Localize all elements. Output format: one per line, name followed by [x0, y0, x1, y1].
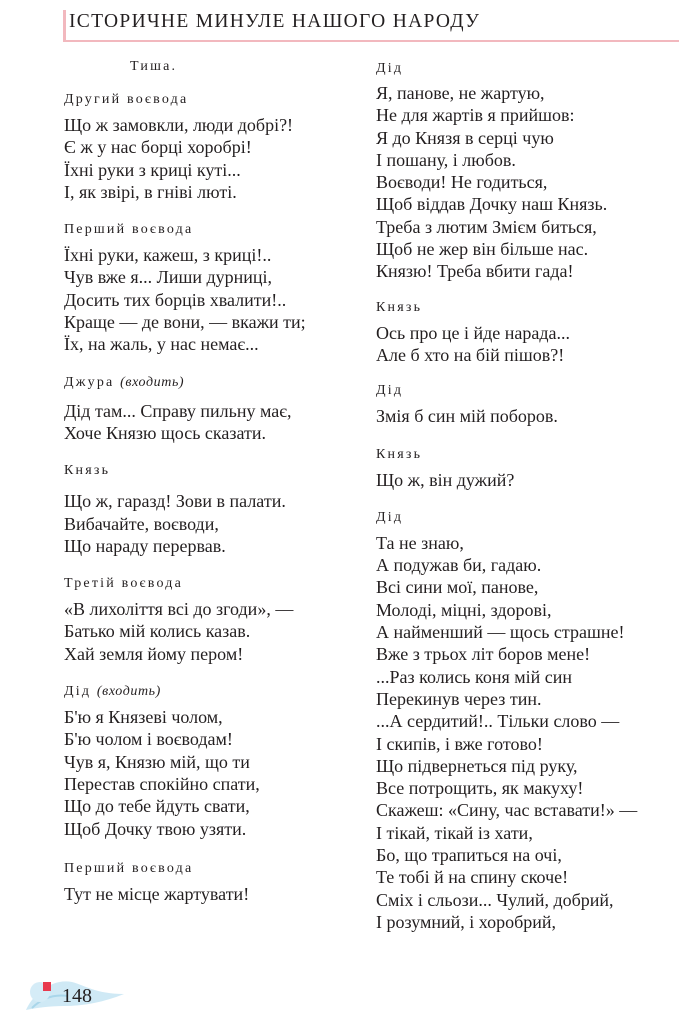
speaker-name: Дід — [376, 383, 404, 399]
speech-block — [64, 462, 364, 557]
verse-line: Краще — де вони, — вкажи ти; — [64, 312, 306, 333]
running-header-accent — [63, 10, 66, 40]
verse-line: Ось про це і йде нарада... — [376, 322, 570, 343]
page-number: 148 — [62, 985, 92, 1007]
verse-line: Бо, що трапиться на очі, — [376, 845, 562, 866]
stage-direction-text: Тиша. — [130, 59, 178, 74]
verse-line: Скажеш: «Сину, час вставати!» — — [376, 800, 638, 821]
verse-line: Батько мій колись казав. — [64, 621, 251, 642]
verse-line: Є ж у нас борці хоробрі! — [64, 137, 252, 158]
verse-line: Що ж, гаразд! Зови в палати. — [64, 491, 286, 512]
speech-block — [376, 509, 686, 933]
verse-line: А подужав би, гадаю. — [376, 555, 542, 576]
verse-line: Чув я, Князю мій, що ти — [64, 751, 250, 772]
verse-line: Вибачайте, воєводи, — [64, 513, 219, 534]
stage-note: (входить) — [96, 684, 161, 700]
speech-block — [64, 860, 364, 905]
speech-block — [64, 91, 364, 203]
speech-block — [376, 299, 686, 367]
verse-line: ...А сердитий!.. Тільки слово — — [376, 711, 620, 732]
stage-note: (входить) — [120, 374, 185, 390]
verse-line: Молоді, міцні, здорові, — [376, 599, 552, 620]
speech-block — [376, 446, 686, 491]
running-header-title: ІСТОРИЧНЕ МИНУЛЕ НАШОГО НАРОДУ — [69, 11, 481, 32]
verse-line: І пошану, і любов. — [376, 149, 516, 170]
stage-direction — [64, 58, 364, 76]
verse-line: А найменший — щось страшне! — [376, 622, 625, 643]
verse-line: Треба з лютим Змієм биться, — [376, 216, 597, 237]
speaker-name: Дід — [376, 509, 404, 525]
verse-line: Що ж замовкли, люди добрі?! — [64, 115, 294, 135]
verse-line: Хай земля йому пером! — [64, 643, 244, 664]
verse-line: І скипів, і вже готово! — [376, 733, 543, 754]
verse-line: Я, панове, не жартую, — [376, 83, 545, 103]
verse-line: І, як звірі, в гніві люті. — [64, 181, 237, 202]
speaker-name: Перший воєвода — [64, 860, 194, 876]
verse-line: І розумний, і хоробрий, — [376, 911, 557, 932]
speaker-name: Перший воєвода — [64, 222, 194, 238]
speaker-name-text: Джура — [64, 374, 115, 390]
verse-line: Але б хто на бій пішов?! — [376, 344, 565, 365]
speaker-name-text: Дід — [64, 684, 92, 700]
verse-line: Хоче Князю щось сказати. — [64, 422, 267, 443]
speaker-name: Князь — [64, 463, 111, 479]
verse-line: Перекинув через тин. — [376, 688, 542, 709]
verse-line: Всі сини мої, панове, — [376, 577, 539, 598]
verse-line: Їх, на жаль, у нас немає... — [64, 334, 259, 355]
verse-line: Що ж, він дужий? — [376, 469, 515, 490]
verse-line: Чув вже я... Лиши дурниці, — [64, 267, 273, 288]
verse-line: «В лихоліття всі до згоди», — — [64, 599, 294, 620]
verse-line: І тікай, тікай із хати, — [376, 822, 533, 843]
verse-line: Щоб не жер він більше нас. — [376, 239, 589, 260]
verse-line: Те тобі й на спину скоче! — [376, 867, 569, 888]
verse-line: Воєводи! Не годиться, — [376, 172, 548, 193]
verse-line: Змія б син мій поборов. — [376, 406, 558, 427]
verse-line: Все потрощить, як макуху! — [376, 778, 584, 799]
speech-block — [64, 221, 364, 355]
verse-line: Сміх і сльози... Чулий, добрий, — [376, 889, 614, 910]
speaker-name: Третій воєвода — [64, 576, 184, 592]
verse-line: Що до тебе йдуть свати, — [64, 796, 250, 817]
speech-block — [64, 374, 364, 445]
speaker-name: Князь — [376, 446, 423, 462]
running-header — [63, 10, 679, 42]
speech-block — [376, 382, 686, 427]
verse-line: Б'ю я Князеві чолом, — [64, 707, 223, 728]
speaker-name: Другий воєвода — [64, 92, 189, 107]
verse-line: Не для жартів я прийшов: — [376, 105, 575, 126]
verse-line: Їхні руки, кажеш, з криці!.. — [64, 245, 272, 266]
verse-line: ...Раз колись коня мій син — [376, 666, 573, 687]
verse-line: Я до Князя в серці чую — [376, 127, 554, 148]
verse-line: Князю! Треба вбити гада! — [376, 261, 574, 282]
decoration-square — [43, 982, 51, 991]
verse-line: Що підвернеться під руку, — [376, 755, 578, 776]
verse-line: Б'ю чолом і воєводам! — [64, 729, 233, 750]
speaker-name — [64, 683, 364, 701]
verse-line: Щоб віддав Дочку наш Князь. — [376, 194, 608, 215]
speaker-name: Князь — [376, 299, 423, 315]
verse-line: Дід там... Справу пильну має, — [64, 400, 292, 421]
speech-block — [376, 60, 686, 283]
verse-line: Що нараду перервав. — [64, 535, 226, 556]
speaker-name — [64, 374, 364, 392]
verse-line: Досить тих борців хвалити!.. — [64, 289, 287, 310]
verse-line: Та не знаю, — [376, 532, 464, 553]
verse-line: Тут не місце жартувати! — [64, 883, 250, 904]
verse-line: Щоб Дочку твою узяти. — [64, 818, 247, 839]
right-column — [376, 58, 686, 933]
verse-line: Перестав спокійно спати, — [64, 773, 260, 794]
speech-block — [64, 575, 364, 665]
verse-line: Вже з трьох літ боров мене! — [376, 644, 591, 665]
verse-line: Їхні руки з криці куті... — [64, 159, 241, 180]
left-column — [64, 58, 364, 905]
speech-block — [64, 683, 364, 840]
speaker-name: Дід — [376, 61, 404, 76]
